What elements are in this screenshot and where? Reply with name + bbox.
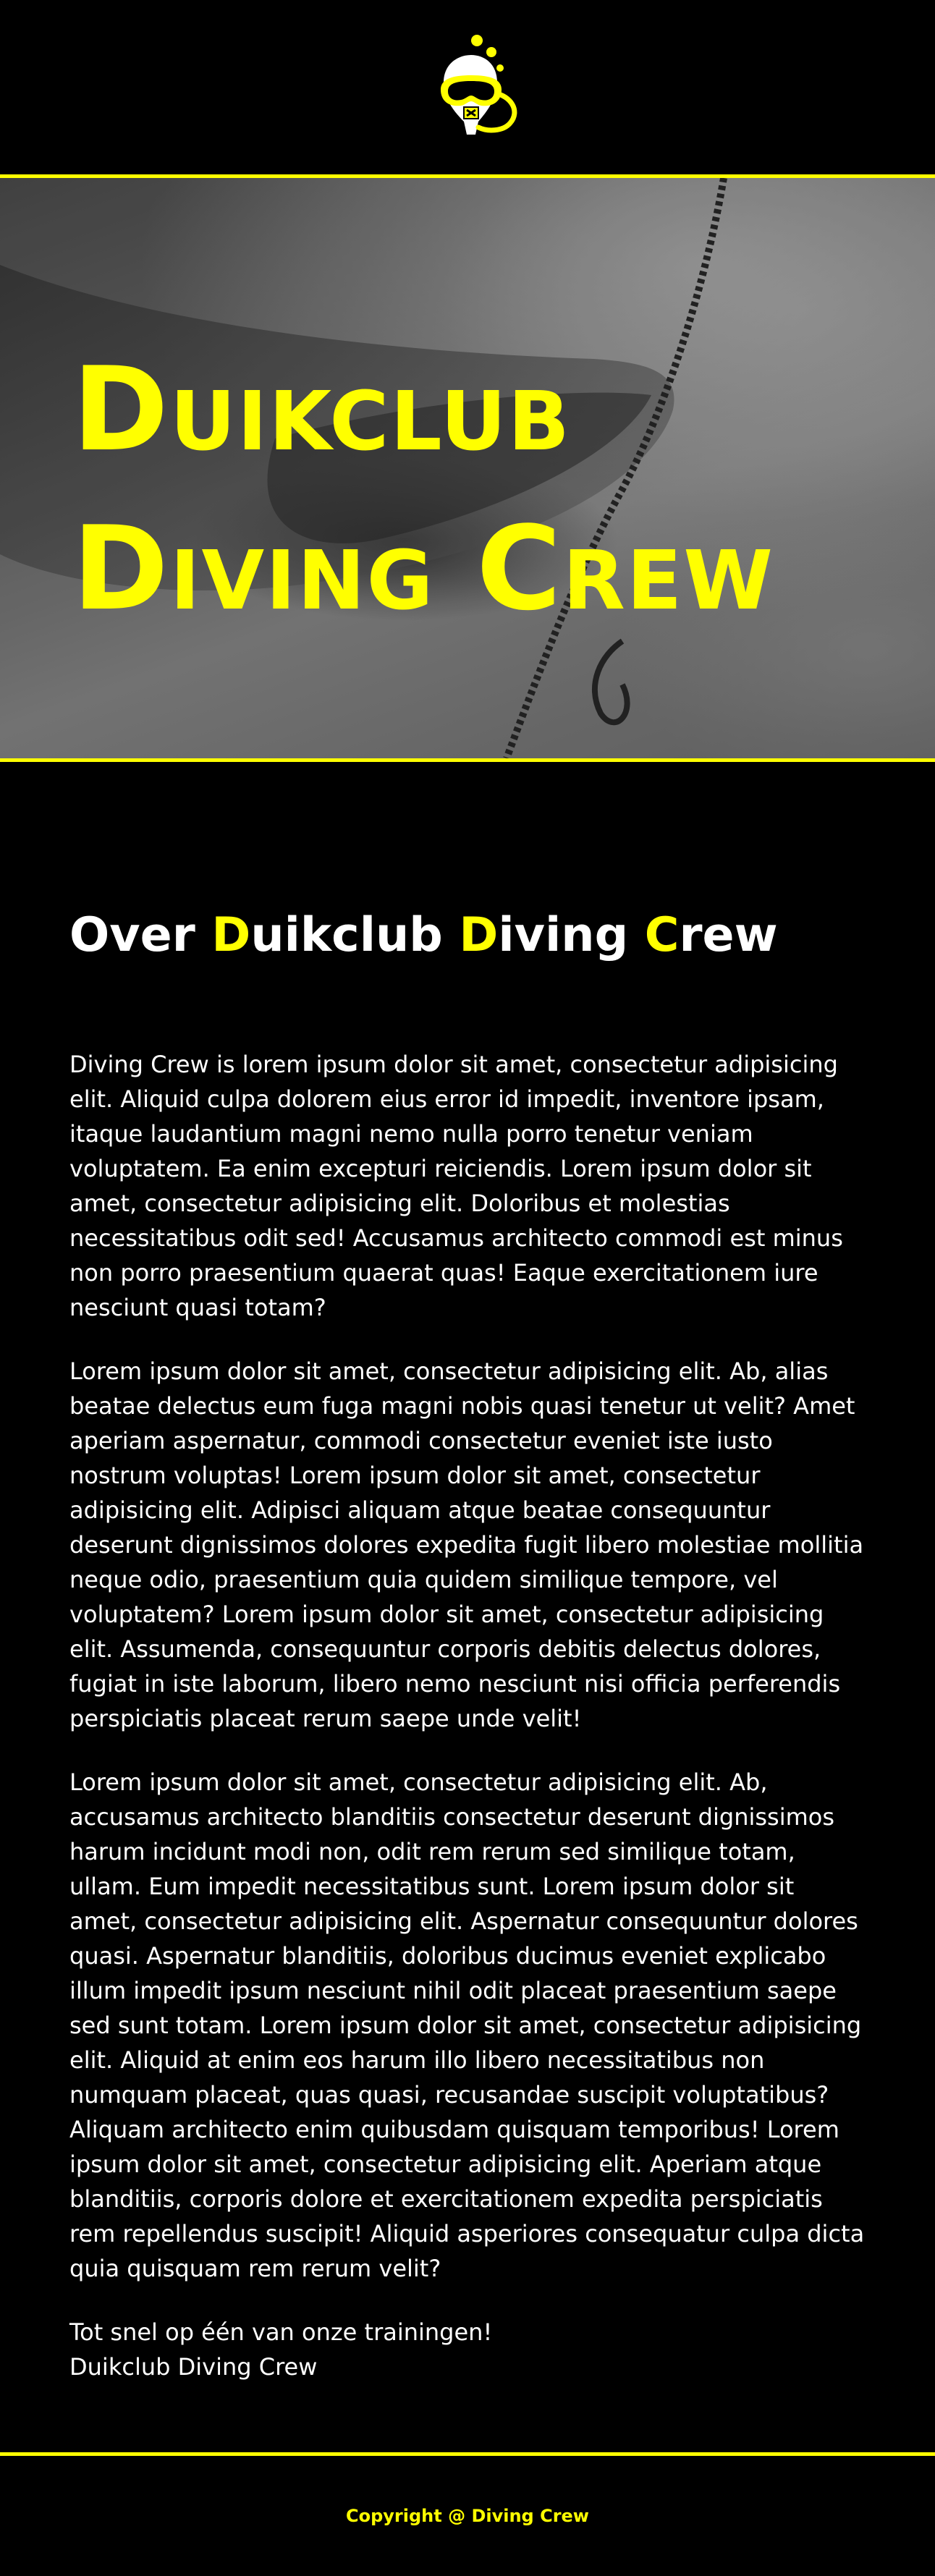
hero-banner bbox=[0, 178, 935, 762]
about-title-initial: D bbox=[211, 908, 251, 962]
about-title-part: Over bbox=[69, 908, 212, 962]
about-title bbox=[69, 762, 866, 965]
about-section bbox=[0, 762, 935, 2384]
copyright-text: Copyright @ Diving Crew bbox=[346, 2506, 589, 2526]
site-header bbox=[0, 0, 935, 178]
hero-title bbox=[72, 330, 774, 648]
hero-title-line-2: Diving Crew bbox=[72, 501, 774, 636]
about-title-part: rew bbox=[679, 908, 778, 962]
about-title-initial: D bbox=[459, 908, 499, 962]
about-body bbox=[69, 1047, 866, 2384]
hero-title-line-1: Duikclub bbox=[72, 342, 572, 477]
sign-off-line: Tot snel op één van onze trainingen! bbox=[69, 2318, 493, 2346]
about-title-initial: C bbox=[644, 908, 680, 962]
about-paragraph: Lorem ipsum dolor sit amet, consectetur adipisicing elit. Ab, alias beatae delectus eum fuga magni nobis quasi tenetur ut velit? Amet aperiam aspernatur, commodi consectetur eveniet iste iusto nostrum voluptas! Lorem ipsum dolor sit amet, consectetur adipisicing elit. Adipisci aliquam atque beatae consequuntur deserunt dignissimos dolores expedita fugit libero molestiae mollitia neque odio, praesentium quia quidem similique tempore, vel voluptatem? Lorem ipsum dolor sit amet, consectetur adipisicing elit. Assumenda, consequuntur corporis debitis delectus dolores, fugiat in iste laborum, libero nemo nesciunt nisi officia perferendis perspiciatis placeat rerum saepe unde velit! bbox=[69, 1357, 864, 1732]
about-paragraph: Diving Crew is lorem ipsum dolor sit amet, consectetur adipisicing elit. Aliquid culpa dolorem eius error id impedit, inventore ipsam, itaque laudantium magni nemo nulla porro tenetur veniam voluptatem. Ea enim excepturi reiciendis. Lorem ipsum dolor sit amet, consectetur adipisicing elit. Doloribus et molestias necessitatibus odit sed! Accusamus architecto commodi est minus non porro praesentium quaerat quas! Eaque exercitationem iure nesciunt quasi totam? bbox=[69, 1051, 843, 1321]
about-title-part: iving bbox=[498, 908, 645, 962]
about-title-part: uikclub bbox=[250, 908, 460, 962]
sign-off-line: Duikclub Diving Crew bbox=[69, 2353, 318, 2381]
diving-mask-logo-icon[interactable] bbox=[406, 26, 529, 149]
about-paragraph: Lorem ipsum dolor sit amet, consectetur adipisicing elit. Ab, accusamus architecto blanditiis consectetur deserunt dignissimos harum incidunt modi non, odit rem rerum sed similique totam, ullam. Eum impedit necessitatibus sunt. Lorem ipsum dolor sit amet, consectetur adipisicing elit. Aspernatur consequuntur dolores quasi. Aspernatur blanditiis, doloribus ducimus eveniet explicabo illum impedit ipsum nesciunt nihil odit placeat praesentium saepe sed sunt totam. Lorem ipsum dolor sit amet, consectetur adipisicing elit. Aliquid at enim eos harum illo libero necessitatibus non numquam placeat, quas quasi, recusandae suscipit voluptatibus? Aliquam architecto enim quibusdam quisquam temporibus! Lorem ipsum dolor sit amet, consectetur adipisicing elit. Aperiam atque blanditiis, corporis dolore et exercitationem expedita perspiciatis rem repellendus suscipit! Aliquid asperiores consequatur culpa dicta quia quisquam rem rerum velit? bbox=[69, 1768, 865, 2282]
site-footer bbox=[0, 2452, 935, 2576]
sign-off bbox=[69, 2315, 866, 2384]
